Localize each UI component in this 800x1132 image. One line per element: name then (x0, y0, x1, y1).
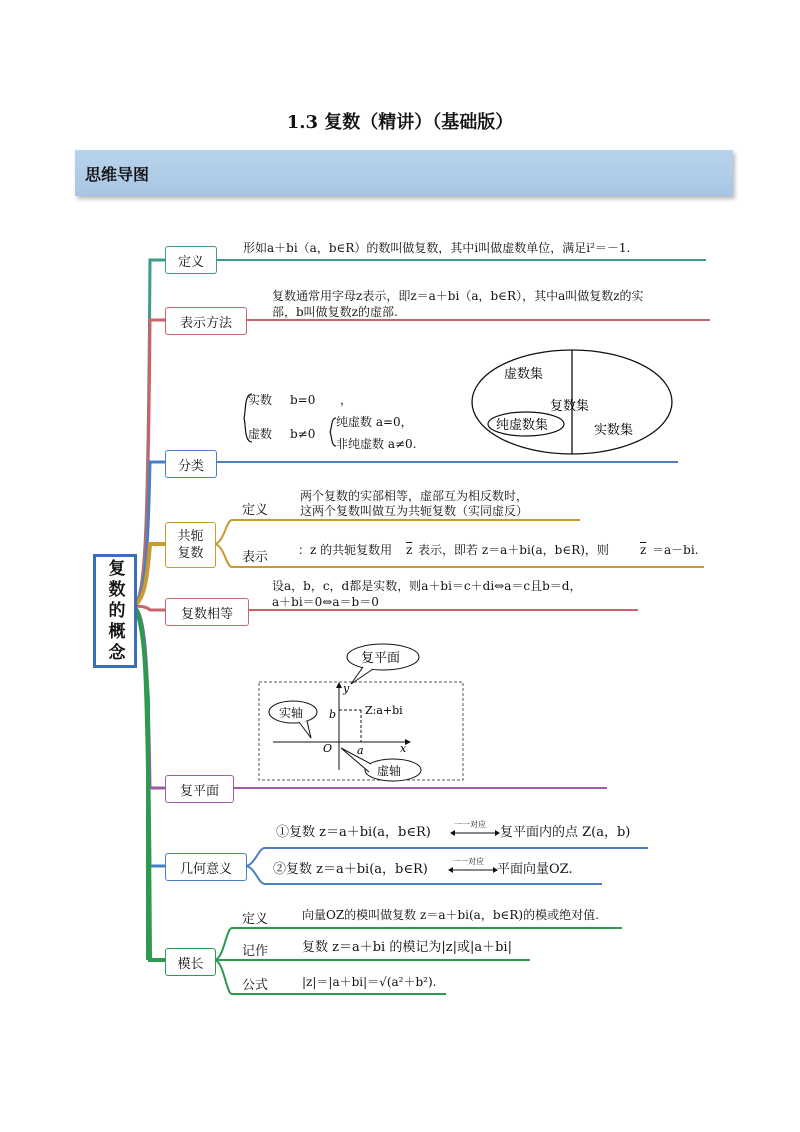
callout-imag-axis: 虚轴 (377, 764, 402, 778)
conjugate-rep-zbar: $\overline{z}$ (406, 543, 413, 557)
equality-line1: 设a，b，c，d都是实数，则a＋bi＝c＋di⇔a＝c且b＝d， (272, 579, 582, 593)
node-geometry: 几何意义 (165, 853, 247, 881)
origin-label: O (323, 742, 333, 755)
venn-diagram (466, 346, 678, 458)
page-title: 1.3 复数（精讲）（基础版） (286, 112, 514, 133)
class-real-comma: ， (340, 393, 353, 407)
notation-line1: 复数通常用字母z表示，即z＝a＋bi（a，b∈R），其中a叫做复数z的实 (272, 289, 644, 303)
modulus-def-text: 向量OZ的模叫做复数 z＝a＋bi(a，b∈R)的模或绝对值. (302, 908, 599, 922)
geometry-line1-end: 复平面内的点 Z(a，b) (500, 825, 631, 840)
geometry-arrow-label-1: 一一对应 (454, 820, 486, 829)
class-imag: 虚数 (248, 427, 273, 441)
class-imag-cond: b≠0 (290, 427, 316, 441)
geometry-line2: ②复数 z＝a＋bi(a，b∈R) (273, 862, 428, 877)
bidirectional-arrow-1 (450, 828, 500, 838)
node-conjugate (165, 522, 216, 568)
node-notation: 表示方法 (165, 307, 247, 335)
node-complex-plane: 复平面 (165, 775, 234, 803)
venn-imag-label: 虚数集 (504, 367, 544, 382)
modulus-formula-text: |z|＝|a＋bi|＝√(a²＋b²). (302, 975, 437, 989)
conjugate-rep-label: 表示 (242, 550, 269, 565)
a-tick-label: a (357, 744, 364, 757)
node-classification: 分类 (165, 450, 217, 478)
b-tick-label: b (329, 708, 337, 721)
y-axis-label: y (343, 682, 350, 695)
conjugate-rep-zbar2: $\overline{z}$ (640, 543, 647, 557)
conjugate-rep-mid: 表示，即若 z＝a＋bi(a，b∈R)，则 (418, 543, 609, 557)
node-equality: 复数相等 (165, 598, 249, 626)
geometry-line1: ①复数 z＝a＋bi(a，b∈R) (276, 825, 431, 840)
modulus-def-label: 定义 (242, 912, 269, 927)
class-nonpure: 非纯虚数 a≠0. (336, 437, 417, 451)
notation-line2: 部，b叫做复数z的虚部. (272, 305, 398, 319)
banner-title: 思维导图 (85, 165, 150, 184)
node-modulus: 模长 (165, 948, 216, 976)
x-axis-label: x (400, 742, 407, 755)
conjugate-label-1: 共轭 (177, 529, 204, 544)
equality-line2: a＋bi＝0⇔a＝b＝0 (272, 595, 379, 609)
modulus-note-label: 记作 (242, 944, 269, 959)
conjugate-rep-end: ＝a－bi. (652, 543, 699, 557)
callout-plane: 复平面 (361, 651, 401, 666)
modulus-note-text: 复数 z＝a＋bi 的模记为|z|或|a＋bi| (302, 940, 512, 955)
conjugate-def-line1: 两个复数的实部相等，虚部互为相反数时， (300, 489, 529, 503)
bidirectional-arrow-2 (448, 865, 498, 875)
complex-plane-figure (255, 640, 470, 786)
venn-complex-label: 复数集 (550, 399, 590, 414)
venn-pure-label: 纯虚数集 (496, 418, 549, 433)
definition-text: 形如a＋bi（a，b∈R）的数叫做复数，其中i叫做虚数单位，满足i²＝－1. (243, 241, 631, 255)
geometry-arrow-label-2: 一一对应 (452, 857, 484, 866)
geometry-line2-end: 平面向量OZ. (497, 862, 573, 877)
venn-real-label: 实数集 (594, 423, 634, 438)
class-real: 实数 (248, 393, 273, 407)
class-real-cond: b=0 (290, 393, 316, 407)
class-pure: 纯虚数 a=0， (336, 415, 413, 429)
modulus-formula-label: 公式 (242, 978, 269, 993)
conjugate-def-label: 定义 (242, 503, 269, 518)
root-node: 复数的概念 (93, 554, 137, 668)
callout-real-axis: 实轴 (279, 706, 304, 720)
conjugate-rep-prefix: ：z 的共轭复数用 (298, 543, 393, 557)
conjugate-def-line2: 这两个复数叫做互为共轭复数（实同虚反） (300, 504, 529, 518)
node-definition: 定义 (165, 246, 217, 274)
conjugate-label-2: 复数 (177, 546, 204, 561)
point-z-label: Z:a+bi (365, 704, 403, 717)
